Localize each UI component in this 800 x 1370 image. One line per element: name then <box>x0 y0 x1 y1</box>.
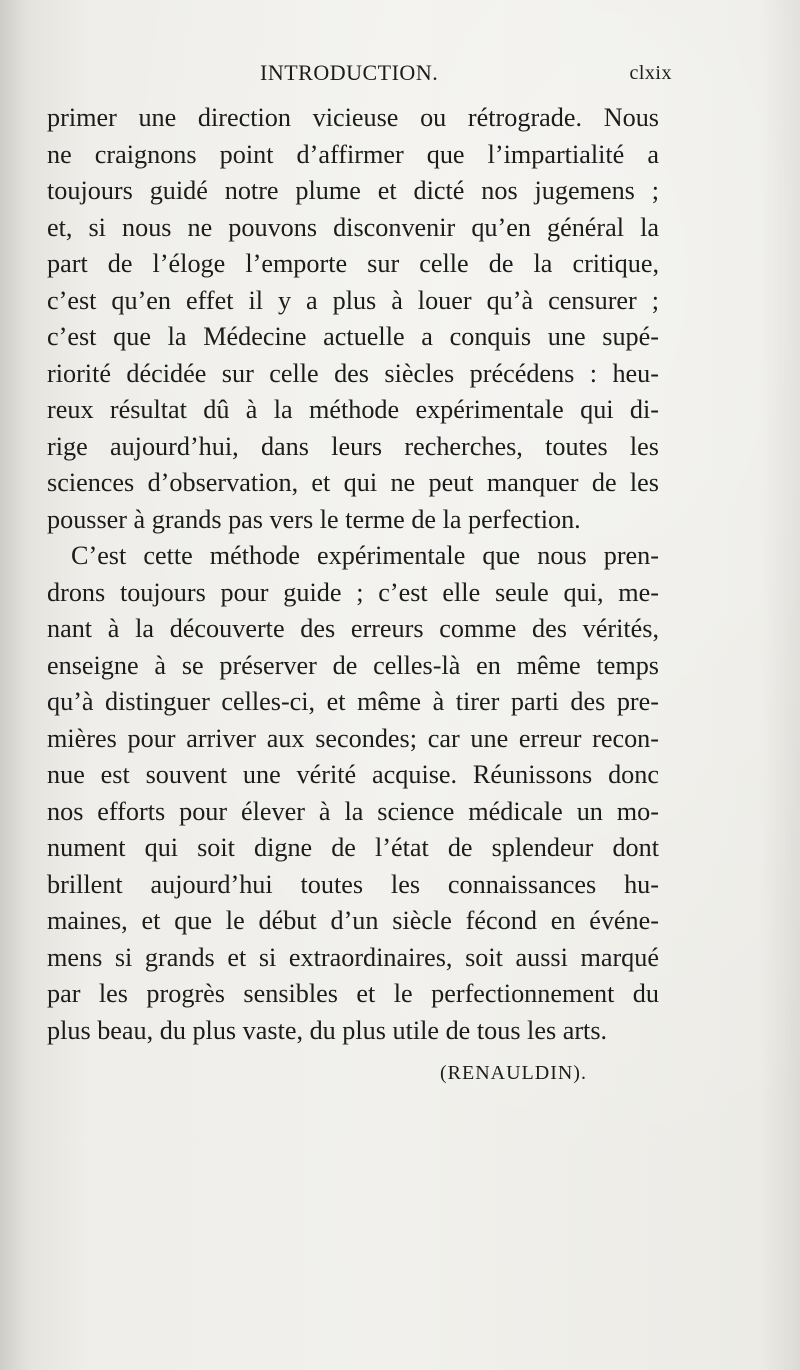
text-line: pousser à grands pas vers le terme de la perfection. <box>47 504 581 534</box>
paragraph-2 <box>47 538 659 1049</box>
text-line: sciences d’observation, et qui ne peut manquer de les <box>47 468 659 497</box>
text-line: riorité décidée sur celle des siècles précédens : heu- <box>47 358 659 388</box>
page-header <box>46 58 672 94</box>
text-line: c’est que la Médecine actuelle a conquis une supé- <box>47 322 659 351</box>
text-line: drons toujours pour guide ; c’est elle seule qui, me- <box>47 577 659 607</box>
text-line: nue est souvent une vérité acquise. Réunissons donc <box>47 760 659 789</box>
text-line: c’est qu’en effet il y a plus à louer qu’à censurer ; <box>47 285 659 315</box>
text-line: nument qui soit digne de l’état de splendeur dont <box>47 833 659 862</box>
text-line: nant à la découverte des erreurs comme des vérités, <box>47 614 659 643</box>
body-text <box>47 100 659 1049</box>
text-line: toujours guidé notre plume et dicté nos jugemens ; <box>47 176 659 205</box>
text-line: mières pour arriver aux secondes; car une erreur recon- <box>47 723 659 753</box>
text-line: qu’à distinguer celles-ci, et même à tirer parti des pre- <box>47 687 659 716</box>
text-line: enseigne à se préserver de celles-là en même temps <box>47 650 659 680</box>
text-line: rige aujourd’hui, dans leurs recherches, toutes les <box>47 431 659 461</box>
text-line: C’est cette méthode expérimentale que nous pren- <box>71 541 659 570</box>
text-line: reux résultat dû à la méthode expérimentale qui di- <box>47 395 659 424</box>
text-line: plus beau, du plus vaste, du plus utile de tous les arts. <box>47 1015 608 1045</box>
page-number: clxix <box>629 62 672 84</box>
text-line: part de l’éloge l’emporte sur celle de la critique, <box>47 249 659 278</box>
running-head: INTRODUCTION. <box>260 60 439 85</box>
paragraph-1 <box>47 100 659 538</box>
text-line: et, si nous ne pouvons disconvenir qu’en général la <box>47 212 659 242</box>
text-line: maines, et que le début d’un siècle fécond en événe- <box>47 906 659 935</box>
text-line: nos efforts pour élever à la science médicale un mo- <box>47 796 659 826</box>
text-line: brillent aujourd’hui toutes les connaissances hu- <box>47 869 659 899</box>
text-line: ne craignons point d’affirmer que l’impartialité a <box>47 139 659 169</box>
text-line: primer une direction vicieuse ou rétrograde. Nous <box>47 103 659 132</box>
author-signature: (RENAULDIN). <box>440 1062 587 1084</box>
text-line: mens si grands et si extraordinaires, soit aussi marqué <box>47 942 659 972</box>
text-line: par les progrès sensibles et le perfectionnement du <box>47 979 659 1008</box>
